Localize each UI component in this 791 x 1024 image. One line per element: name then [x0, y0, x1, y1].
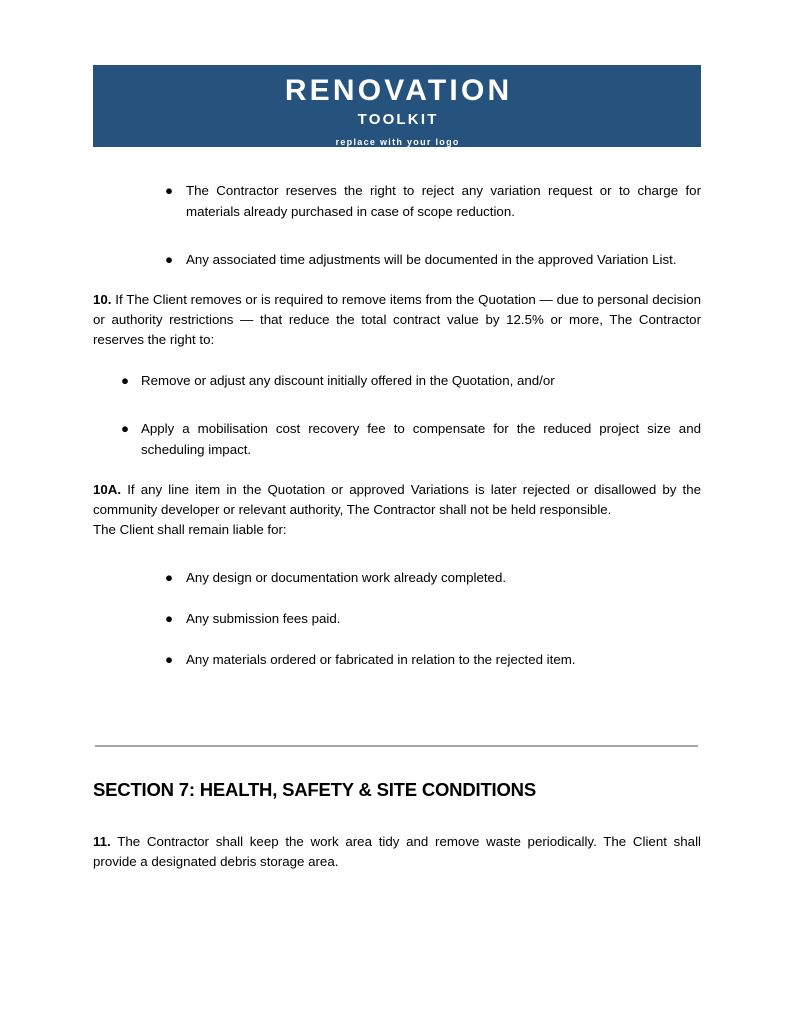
bullet-dot-icon: ●: [165, 652, 174, 667]
spacer: [93, 350, 701, 370]
paragraph-11-text: The Contractor shall keep the work area tidy and remove waste periodically. The Client shall provide a designated debris storage area.: [93, 834, 701, 869]
document-body: [93, 180, 701, 670]
bullet-list-middle: [93, 370, 701, 460]
spacer: [93, 540, 701, 567]
spacer: [93, 629, 701, 649]
bullet-list-top: [93, 180, 701, 270]
paragraph-11: [93, 832, 701, 872]
paragraph-10a-followup-text: The Client shall remain liable for:: [93, 522, 287, 537]
paragraph-10-number: 10.: [93, 292, 112, 307]
list-item-text: Any design or documentation work already completed.: [186, 570, 507, 585]
list-item: [93, 567, 701, 588]
banner-tagline: replace with your logo: [335, 137, 460, 147]
spacer: [93, 270, 701, 290]
paragraph-11-number: 11.: [93, 834, 111, 849]
list-item-text: The Contractor reserves the right to reject any variation request or to charge for materials already purchased in case of scope reduction.: [186, 183, 701, 219]
paragraph-10a-followup: [93, 520, 701, 540]
list-item: [93, 608, 701, 629]
spacer: [93, 588, 701, 608]
list-item-text: Apply a mobilisation cost recovery fee to compensate for the reduced project size and scheduling impact.: [141, 421, 701, 457]
list-item: [93, 249, 701, 270]
paragraph-10a: [93, 480, 701, 520]
spacer: [93, 460, 701, 480]
bullet-dot-icon: ●: [121, 421, 130, 436]
bullet-dot-icon: ●: [165, 570, 174, 585]
spacer: [93, 222, 701, 249]
list-item: [93, 418, 701, 460]
banner-title: RENOVATION: [284, 74, 513, 107]
paragraph-10-text: If The Client removes or is required to remove items from the Quotation — due to personal decision or authority restrictions — that reduce the total contract value by 12.5% or more, The Contractor reserves the right to:: [93, 292, 701, 347]
banner-subtitle: TOOLKIT: [357, 111, 439, 128]
list-item: [93, 180, 701, 222]
list-item-text: Remove or adjust any discount initially offered in the Quotation, and/or: [141, 373, 555, 388]
list-item-text: Any associated time adjustments will be documented in the approved Variation List.: [186, 252, 677, 267]
list-item-text: Any submission fees paid.: [186, 611, 341, 626]
spacer: [93, 391, 701, 418]
list-item: [93, 370, 701, 391]
list-item-text: Any materials ordered or fabricated in relation to the rejected item.: [186, 652, 576, 667]
header-banner: [93, 65, 701, 147]
section-heading: SECTION 7: HEALTH, SAFETY & SITE CONDITIONS: [93, 779, 536, 800]
paragraph-10: [93, 290, 701, 350]
bullet-dot-icon: ●: [165, 611, 174, 626]
list-item: [93, 649, 701, 670]
bullet-list-bottom: [93, 567, 701, 670]
closing-paragraph-container: [93, 832, 701, 872]
bullet-dot-icon: ●: [165, 183, 174, 198]
bullet-dot-icon: ●: [121, 373, 130, 388]
paragraph-10a-number: 10A.: [93, 482, 122, 497]
paragraph-10a-text: If any line item in the Quotation or approved Variations is later rejected or disallowed by the community developer or relevant authority, The Contractor shall not be held responsible.: [93, 482, 702, 517]
section-divider: [95, 745, 698, 747]
bullet-dot-icon: ●: [165, 252, 174, 267]
